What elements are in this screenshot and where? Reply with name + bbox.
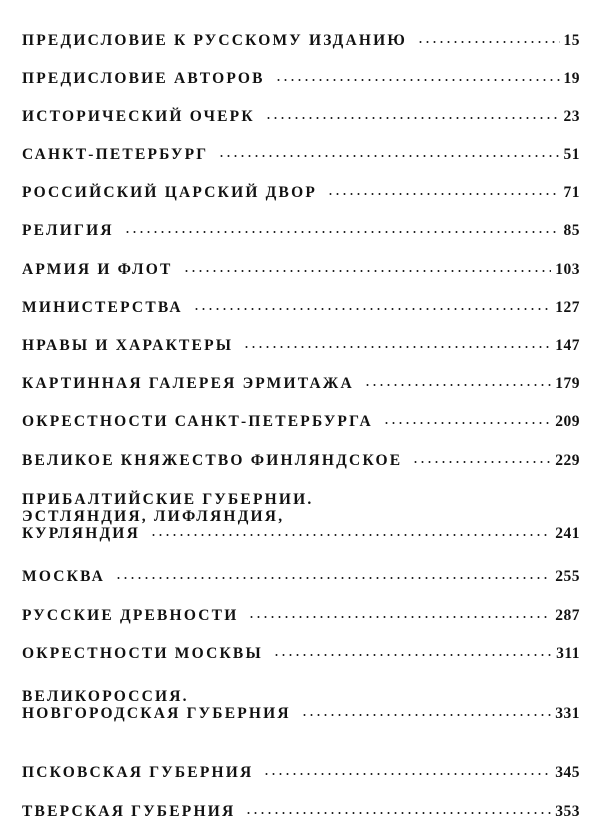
toc-entry[interactable] <box>22 760 580 786</box>
dot-leader <box>218 148 559 158</box>
dot-leader <box>265 110 560 120</box>
toc-entry-page-number: 331 <box>555 705 580 722</box>
toc-entry-title: ПРЕДИСЛОВИЕ АВТОРОВ <box>22 70 265 87</box>
toc-entry-page-number: 255 <box>555 568 580 585</box>
toc-entry[interactable] <box>22 641 580 667</box>
toc-entry[interactable] <box>22 409 580 435</box>
toc-entry-title: ОКРЕСТНОСТИ МОСКВЫ <box>22 645 263 662</box>
toc-entry-title: ТВЕРСКАЯ ГУБЕРНИЯ <box>22 803 236 820</box>
dot-leader <box>193 301 551 311</box>
toc-entry-page-number: 345 <box>555 764 580 781</box>
toc-entry-page-number: 127 <box>555 299 580 316</box>
toc-entry-title: РОССИЙСКИЙ ЦАРСКИЙ ДВОР <box>22 184 317 201</box>
toc-entry[interactable] <box>22 333 580 359</box>
toc-entry-title: МИНИСТЕРСТВА <box>22 299 183 316</box>
toc-entry-page-number: 19 <box>563 70 580 87</box>
toc-entry-page-number: 241 <box>555 525 580 542</box>
toc-entry-page-number: 209 <box>555 413 580 430</box>
toc-entry-title: РЕЛИГИЯ <box>22 222 114 239</box>
toc-entry-title: КАРТИННАЯ ГАЛЕРЕЯ ЭРМИТАЖА <box>22 375 354 392</box>
toc-entry-page-number: 229 <box>555 452 580 469</box>
toc-entry-page-number: 71 <box>563 184 580 201</box>
dot-leader <box>273 647 552 657</box>
toc-entry[interactable] <box>22 564 580 590</box>
toc-entry[interactable] <box>22 66 580 92</box>
toc-entry-page-number: 311 <box>556 645 580 662</box>
toc-entry-page-number: 353 <box>555 803 580 820</box>
toc-entry-title: ОКРЕСТНОСТИ САНКТ-ПЕТЕРБУРГА <box>22 413 373 430</box>
toc-entry-title: ЭСТЛЯНДИЯ, ЛИФЛЯНДИЯ, <box>22 508 285 525</box>
dot-leader <box>124 224 560 234</box>
toc-entry-page-number: 85 <box>563 222 580 239</box>
toc-entry[interactable] <box>22 104 580 130</box>
toc-entry-title: АРМИЯ И ФЛОТ <box>22 261 173 278</box>
toc-entry-title: НРАВЫ И ХАРАКТЕРЫ <box>22 337 234 354</box>
dot-leader <box>364 377 551 387</box>
toc-entry-page-number: 147 <box>555 337 580 354</box>
toc-entry-title: РУССКИЕ ДРЕВНОСТИ <box>22 607 239 624</box>
toc-entry[interactable] <box>22 28 580 54</box>
toc-entry-page-number: 51 <box>563 146 580 163</box>
toc-entry-title: НОВГОРОДСКАЯ ГУБЕРНИЯ <box>22 705 291 722</box>
toc-entry-page-number: 179 <box>555 375 580 392</box>
toc-entry[interactable] <box>22 371 580 397</box>
dot-leader <box>115 570 551 580</box>
toc-entry-page-number: 23 <box>563 108 580 125</box>
dot-leader <box>150 527 551 537</box>
toc-entry-page-number: 287 <box>555 607 580 624</box>
toc-entry[interactable] <box>22 688 580 722</box>
toc-entry-title: ПРИБАЛТИЙСКИЕ ГУБЕРНИИ. <box>22 491 314 508</box>
toc-entry[interactable] <box>22 257 580 283</box>
toc-entry[interactable] <box>22 180 580 206</box>
toc-entry-title: ВЕЛИКОРОССИЯ. <box>22 688 189 705</box>
dot-leader <box>301 707 551 717</box>
toc-entry[interactable] <box>22 142 580 168</box>
dot-leader <box>183 263 552 273</box>
dot-leader <box>248 609 551 619</box>
dot-leader <box>275 72 560 82</box>
dot-leader <box>245 805 551 815</box>
toc-entry[interactable] <box>22 603 580 629</box>
toc-entry-title: ПСКОВСКАЯ ГУБЕРНИЯ <box>22 764 254 781</box>
toc-entry-page-number: 103 <box>555 261 580 278</box>
toc-entry[interactable] <box>22 295 580 321</box>
toc-entry-title: ИСТОРИЧЕСКИЙ ОЧЕРК <box>22 108 255 125</box>
dot-leader <box>327 186 560 196</box>
toc-entry-page-number: 15 <box>563 32 580 49</box>
toc-entry-title: КУРЛЯНДИЯ <box>22 525 140 542</box>
toc-entry-title: ВЕЛИКОЕ КНЯЖЕСТВО ФИНЛЯНДСКОЕ <box>22 452 403 469</box>
dot-leader <box>383 415 551 425</box>
toc-entry[interactable] <box>22 448 580 474</box>
dot-leader <box>412 454 551 464</box>
toc-entry[interactable] <box>22 491 580 542</box>
dot-leader <box>263 766 551 776</box>
dot-leader <box>243 339 551 349</box>
dot-leader <box>417 34 559 44</box>
toc-entry[interactable] <box>22 799 580 825</box>
toc-entry-title: ПРЕДИСЛОВИЕ К РУССКОМУ ИЗДАНИЮ <box>22 32 408 49</box>
toc-entry-title: МОСКВА <box>22 568 106 585</box>
toc-entry[interactable] <box>22 218 580 244</box>
toc-entry-title: САНКТ-ПЕТЕРБУРГ <box>22 146 209 163</box>
